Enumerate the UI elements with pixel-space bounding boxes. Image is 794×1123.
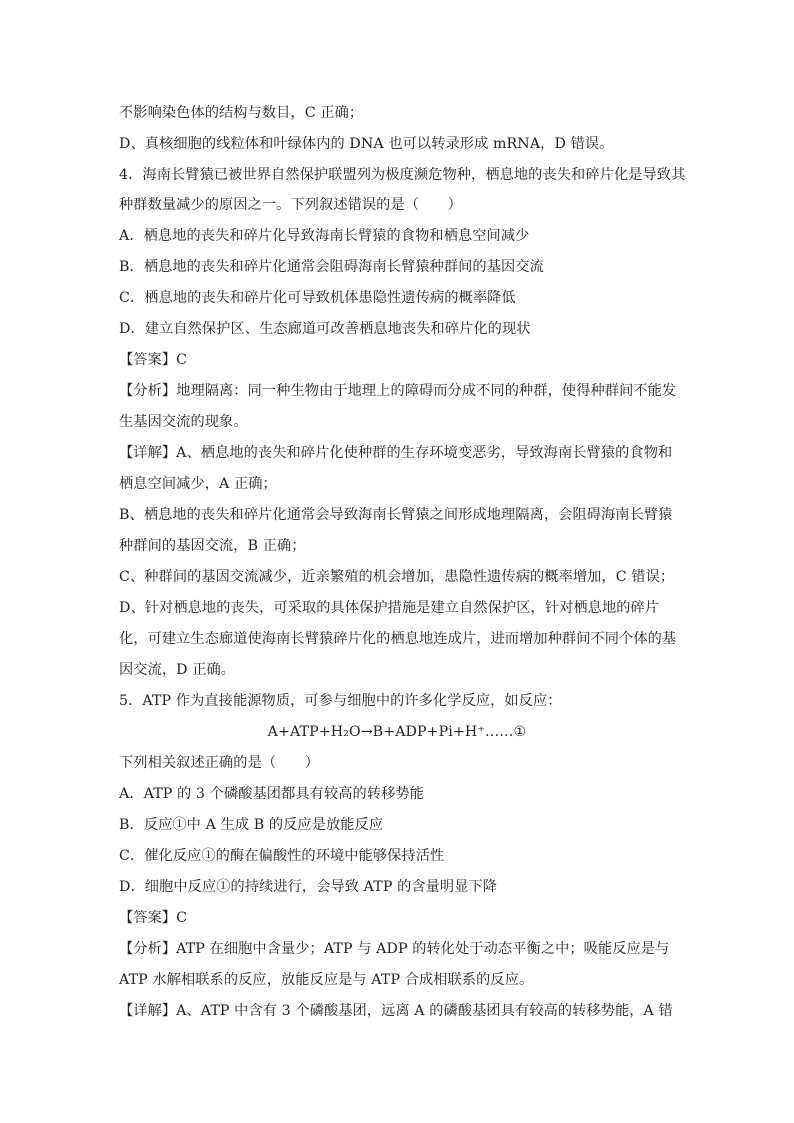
text-line: D、真核细胞的线粒体和叶绿体内的 DNA 也可以转录形成 mRNA，D 错误。 — [119, 136, 614, 152]
explanation-text: D、针对栖息地的丧失，可采取的具体保护措施是建立自然保护区，针对栖息地的碎片 — [119, 600, 660, 616]
text-line: 不影响染色体的结构与数目，C 正确； — [119, 105, 364, 121]
option-d: D．细胞中反应①的持续进行，会导致 ATP 的含量明显下降 — [119, 879, 498, 895]
option-c: C．催化反应①的酶在偏酸性的环境中能够保持活性 — [119, 848, 445, 864]
explanation-text: 因交流，D 正确。 — [119, 662, 236, 678]
explanation-text: C、种群间的基因交流减少，近亲繁殖的机会增加，患隐性遗传病的概率增加，C 错误； — [119, 569, 675, 585]
answer-label: 【答案】C — [119, 352, 188, 368]
reaction-equation: A+ATP+H₂O→B+ADP+Pi+H⁺……① — [267, 724, 527, 740]
analysis-text: 生基因交流的现象。 — [119, 414, 248, 430]
explanation-text: 栖息空间减少，A 正确； — [119, 476, 277, 492]
question-4-stem: 种群数量减少的原因之一。下列叙述错误的是（ ） — [119, 197, 462, 213]
option-c: C．栖息地的丧失和碎片化可导致机体患隐性遗传病的概率降低 — [119, 290, 516, 306]
analysis-text: 【分析】地理隔离：同一种生物由于地理上的障碍而分成不同的种群，使得种群间不能发 — [119, 383, 677, 399]
option-a: A．ATP 的 3 个磷酸基团都具有较高的转移势能 — [119, 786, 424, 802]
question-4-stem: 4．海南长臂猿已被世界自然保护联盟列为极度濒危物种，栖息地的丧失和碎片化是导致其 — [119, 167, 686, 183]
explanation-text: 【详解】A、ATP 中含有 3 个磷酸基团，远离 A 的磷酸基团具有较高的转移势能，A 错 — [119, 1003, 673, 1019]
question-5-stem: 下列相关叙述正确的是（ ） — [119, 755, 320, 771]
analysis-text: ATP 水解相联系的反应，放能反应是与 ATP 合成相联系的反应。 — [119, 972, 534, 988]
explanation-text: 化，可建立生态廊道使海南长臂猿碎片化的栖息地连成片，进而增加种群间不同个体的基 — [119, 631, 677, 647]
option-d: D．建立自然保护区、生态廊道可改善栖息地丧失和碎片化的现状 — [119, 321, 531, 337]
answer-label: 【答案】C — [119, 910, 188, 926]
analysis-text: 【分析】ATP 在细胞中含量少；ATP 与 ADP 的转化处于动态平衡之中；吸能反应是与 — [119, 941, 670, 957]
option-b: B．栖息地的丧失和碎片化通常会阻碍海南长臂猿种群间的基因交流 — [119, 259, 544, 275]
option-a: A．栖息地的丧失和碎片化导致海南长臂猿的食物和栖息空间减少 — [119, 228, 530, 244]
option-b: B．反应①中 A 生成 B 的反应是放能反应 — [119, 817, 384, 833]
question-5-stem: 5．ATP 作为直接能源物质，可参与细胞中的许多化学反应，如反应： — [119, 693, 562, 709]
explanation-text: B、栖息地的丧失和碎片化通常会导致海南长臂猿之间形成地理隔离，会阻碍海南长臂猿 — [119, 507, 673, 523]
explanation-text: 【详解】A、栖息地的丧失和碎片化使种群的生存环境变恶劣，导致海南长臂猿的食物和 — [119, 445, 673, 461]
explanation-text: 种群间的基因交流，B 正确； — [119, 538, 306, 554]
